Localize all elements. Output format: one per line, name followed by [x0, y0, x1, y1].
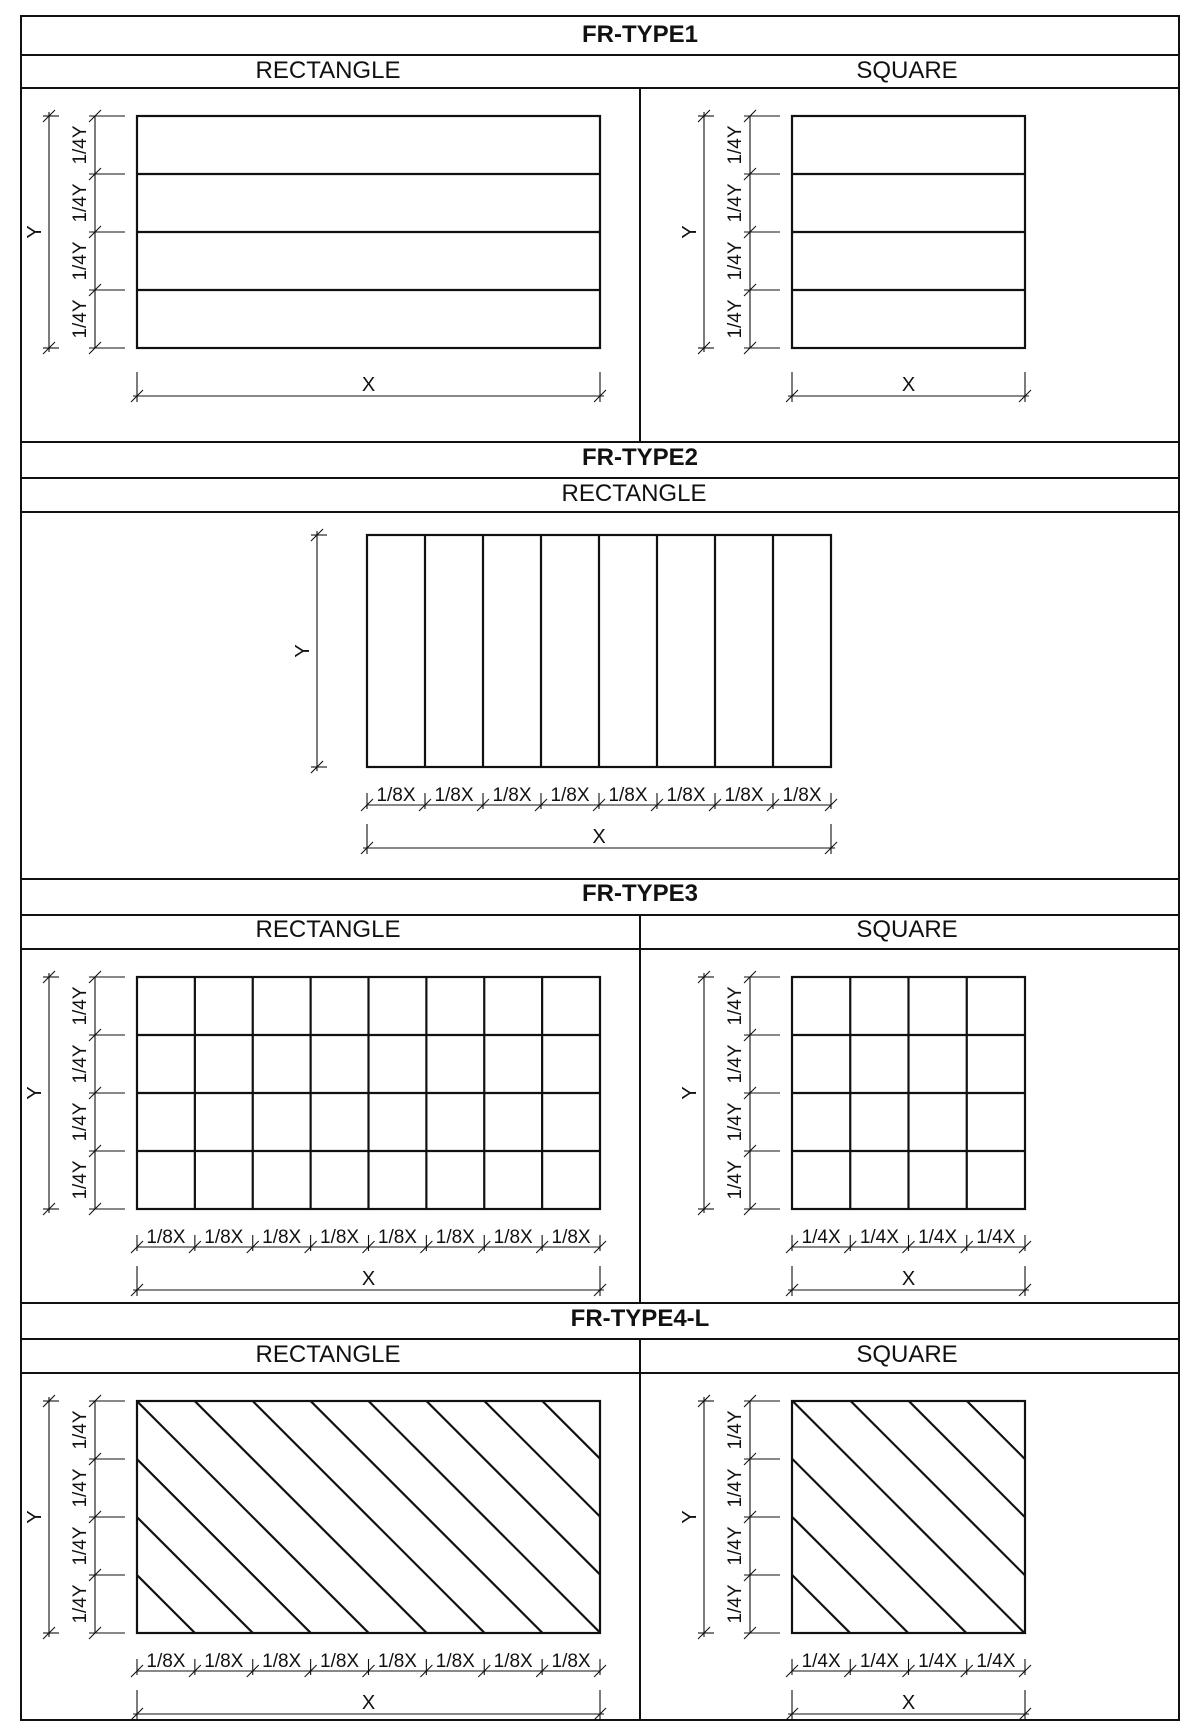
x-division-label: 1/8X	[493, 1651, 533, 1672]
x-division-label: 1/8X	[782, 785, 822, 806]
y-dim-label: Y	[679, 1086, 701, 1100]
x-dim-label: X	[901, 374, 916, 396]
panel-label-rectangle: RECTANGLE	[255, 1341, 401, 1368]
y-division-label: 1/4Y	[725, 299, 746, 339]
x-division-label: 1/4X	[859, 1651, 899, 1672]
y-division-label: 1/4Y	[70, 299, 91, 339]
x-division-label: 1/4X	[976, 1227, 1016, 1248]
y-division-label: 1/4Y	[70, 183, 91, 223]
panel-label-rectangle: RECTANGLE	[255, 916, 401, 943]
diagonal-line	[369, 1401, 601, 1633]
diagonal-line	[967, 1401, 1199, 1633]
x-dim-label: X	[361, 1268, 376, 1290]
x-division-label: 1/8X	[377, 1227, 417, 1248]
x-division-label: 1/4X	[801, 1651, 841, 1672]
y-division-label: 1/4Y	[70, 1584, 91, 1624]
x-division-label: 1/4X	[976, 1651, 1016, 1672]
panel-rectangle-drawing	[24, 971, 606, 1296]
x-division-label: 1/8X	[204, 1651, 244, 1672]
x-division-label: 1/8X	[320, 1227, 360, 1248]
x-division-label: 1/8X	[377, 1651, 417, 1672]
section-fr-type3	[24, 880, 1031, 1296]
x-division-label: 1/4X	[918, 1227, 958, 1248]
panel-label-square: SQUARE	[856, 1341, 958, 1368]
panel-label-square: SQUARE	[856, 57, 958, 84]
y-division-label: 1/4Y	[725, 986, 746, 1026]
diagonal-line	[426, 1401, 658, 1633]
y-division-label: 1/4Y	[725, 1044, 746, 1084]
section-title: FR-TYPE3	[581, 880, 699, 907]
x-division-label: 1/4X	[918, 1651, 958, 1672]
x-division-label: 1/8X	[376, 785, 416, 806]
diagonal-line	[851, 1401, 1083, 1633]
x-division-label: 1/8X	[434, 785, 474, 806]
x-division-label: 1/8X	[492, 785, 532, 806]
section-title: FR-TYPE2	[581, 444, 699, 471]
section-fr-type4-l	[0, 1305, 1199, 1720]
x-division-label: 1/8X	[551, 1227, 591, 1248]
x-division-label: 1/4X	[801, 1227, 841, 1248]
diagonal-line	[793, 1401, 1025, 1633]
x-dim-label: X	[901, 1692, 916, 1714]
y-dim-label: Y	[292, 644, 314, 658]
panel-label-square: SQUARE	[856, 916, 958, 943]
x-division-label: 1/8X	[146, 1651, 186, 1672]
y-division-label: 1/4Y	[70, 1468, 91, 1508]
x-division-label: 1/8X	[320, 1651, 360, 1672]
diagonal-line	[195, 1401, 427, 1633]
y-division-label: 1/4Y	[725, 183, 746, 223]
x-division-label: 1/8X	[551, 1651, 591, 1672]
y-dim-label: Y	[679, 1510, 701, 1524]
x-division-label: 1/8X	[204, 1227, 244, 1248]
section-fr-type2	[292, 444, 837, 854]
panel-square-drawing	[679, 110, 1031, 402]
x-division-label: 1/8X	[435, 1227, 475, 1248]
x-dim-label: X	[361, 1692, 376, 1714]
panel-rectangle-drawing	[292, 529, 837, 854]
panel-square-drawing	[618, 1395, 1199, 1720]
x-division-label: 1/8X	[262, 1227, 302, 1248]
y-dim-label: Y	[679, 225, 701, 239]
panel-square-drawing	[679, 971, 1031, 1296]
section-fr-type1	[24, 21, 1031, 402]
y-dim-label: Y	[24, 1510, 46, 1524]
diagonal-line	[137, 1401, 369, 1633]
x-dim-label: X	[592, 826, 606, 848]
x-division-label: 1/8X	[550, 785, 590, 806]
x-division-label: 1/8X	[724, 785, 764, 806]
y-division-label: 1/4Y	[725, 1526, 746, 1566]
diagonal-line	[253, 1401, 485, 1633]
x-division-label: 1/8X	[666, 785, 706, 806]
x-division-label: 1/8X	[435, 1651, 475, 1672]
y-division-label: 1/4Y	[725, 1584, 746, 1624]
y-division-label: 1/4Y	[70, 241, 91, 281]
y-division-label: 1/4Y	[70, 1102, 91, 1142]
y-division-label: 1/4Y	[70, 1044, 91, 1084]
y-division-label: 1/4Y	[70, 986, 91, 1026]
x-division-label: 1/8X	[262, 1651, 302, 1672]
y-dim-label: Y	[24, 1086, 46, 1100]
y-division-label: 1/4Y	[70, 1410, 91, 1450]
x-dim-label: X	[361, 374, 376, 396]
y-division-label: 1/4Y	[725, 1160, 746, 1200]
section-title: FR-TYPE4-L	[570, 1305, 710, 1332]
section-title: FR-TYPE1	[581, 21, 699, 48]
y-division-label: 1/4Y	[725, 1410, 746, 1450]
x-division-label: 1/8X	[493, 1227, 533, 1248]
panel-label-rectangle: RECTANGLE	[561, 480, 707, 507]
y-division-label: 1/4Y	[70, 1160, 91, 1200]
x-division-label: 1/4X	[859, 1227, 899, 1248]
y-division-label: 1/4Y	[725, 1468, 746, 1508]
y-division-label: 1/4Y	[725, 125, 746, 165]
y-division-label: 1/4Y	[725, 241, 746, 281]
diagonal-line	[311, 1401, 543, 1633]
x-division-label: 1/8X	[608, 785, 648, 806]
y-dim-label: Y	[24, 225, 46, 239]
y-division-label: 1/4Y	[725, 1102, 746, 1142]
x-division-label: 1/8X	[146, 1227, 186, 1248]
panel-rectangle-drawing	[24, 110, 606, 402]
panel-rectangle-drawing	[0, 1395, 774, 1720]
y-division-label: 1/4Y	[70, 125, 91, 165]
diagonal-lines	[618, 1401, 1199, 1633]
panel-label-rectangle: RECTANGLE	[255, 57, 401, 84]
y-division-label: 1/4Y	[70, 1526, 91, 1566]
x-dim-label: X	[901, 1268, 916, 1290]
